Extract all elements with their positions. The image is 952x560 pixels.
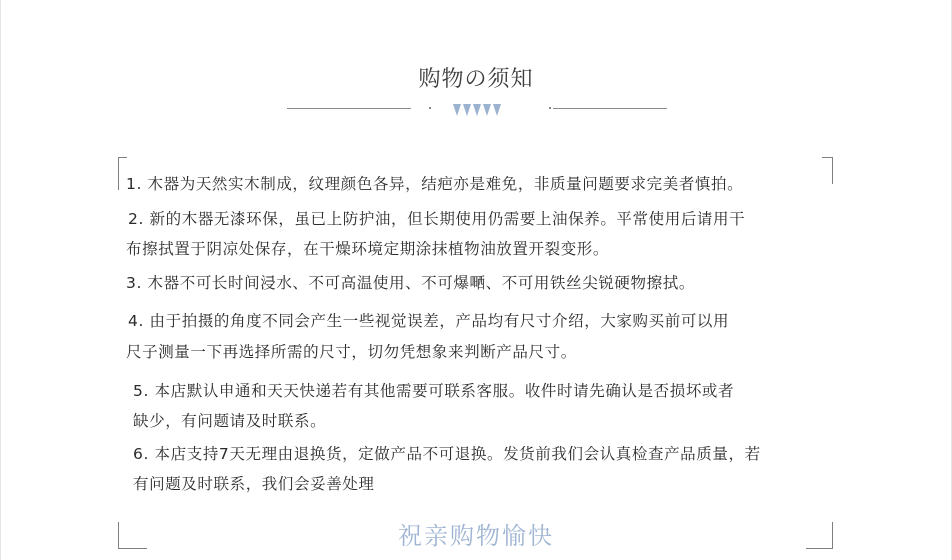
triangle-icon (453, 104, 461, 116)
closing-greeting: 祝亲购物愉快 (398, 522, 554, 550)
divider-dot-right (549, 107, 551, 109)
divider-dot-left (429, 107, 431, 109)
triangle-icon (493, 104, 501, 116)
page-title: 购物の须知 (418, 67, 534, 92)
title-divider-right (553, 108, 667, 109)
rule-4-line-1: 4. 由于拍摄的角度不同会产生一些视觉误差，产品均有尺寸介绍，大家购买前可以用 (128, 312, 730, 330)
corner-bracket-top-right (822, 157, 833, 184)
rule-4-line-2: 尺子测量一下再选择所需的尺寸，切勿凭想象来判断产品尺寸。 (126, 343, 577, 361)
triangle-ornament (453, 104, 505, 118)
triangle-icon (473, 104, 481, 116)
rule-5-line-1: 5. 本店默认申通和天天快递若有其他需要可联系客服。收件时请先确认是否损坏或者 (133, 382, 735, 400)
rule-6-line-1: 6. 本店支持7天无理由退换货，定做产品不可退换。发货前我们会认真检查产品质量，若 (133, 445, 761, 463)
title-divider-left (287, 108, 411, 109)
rule-2-line-1: 2. 新的木器无漆环保，虽已上防护油，但长期使用仍需要上油保养。平常使用后请用干 (128, 210, 746, 228)
rule-3-line-1: 3. 木器不可长时间浸水、不可高温使用、不可爆嗮、不可用铁丝尖锐硬物擦拭。 (126, 274, 695, 292)
rule-1-line-1: 1. 木器为天然实木制成，纹理颜色各异，结疤亦是难免，非质量问题要求完美者慎拍。 (126, 175, 744, 193)
rule-5-line-2: 缺少，有问题请及时联系。 (133, 412, 327, 430)
rule-6-line-2: 有问题及时联系，我们会妥善处理 (133, 475, 375, 493)
triangle-icon (483, 104, 491, 116)
triangle-icon (463, 104, 471, 116)
rule-2-line-2: 布擦拭置于阴凉处保存，在干燥环境定期涂抹植物油放置开裂变形。 (126, 240, 610, 258)
